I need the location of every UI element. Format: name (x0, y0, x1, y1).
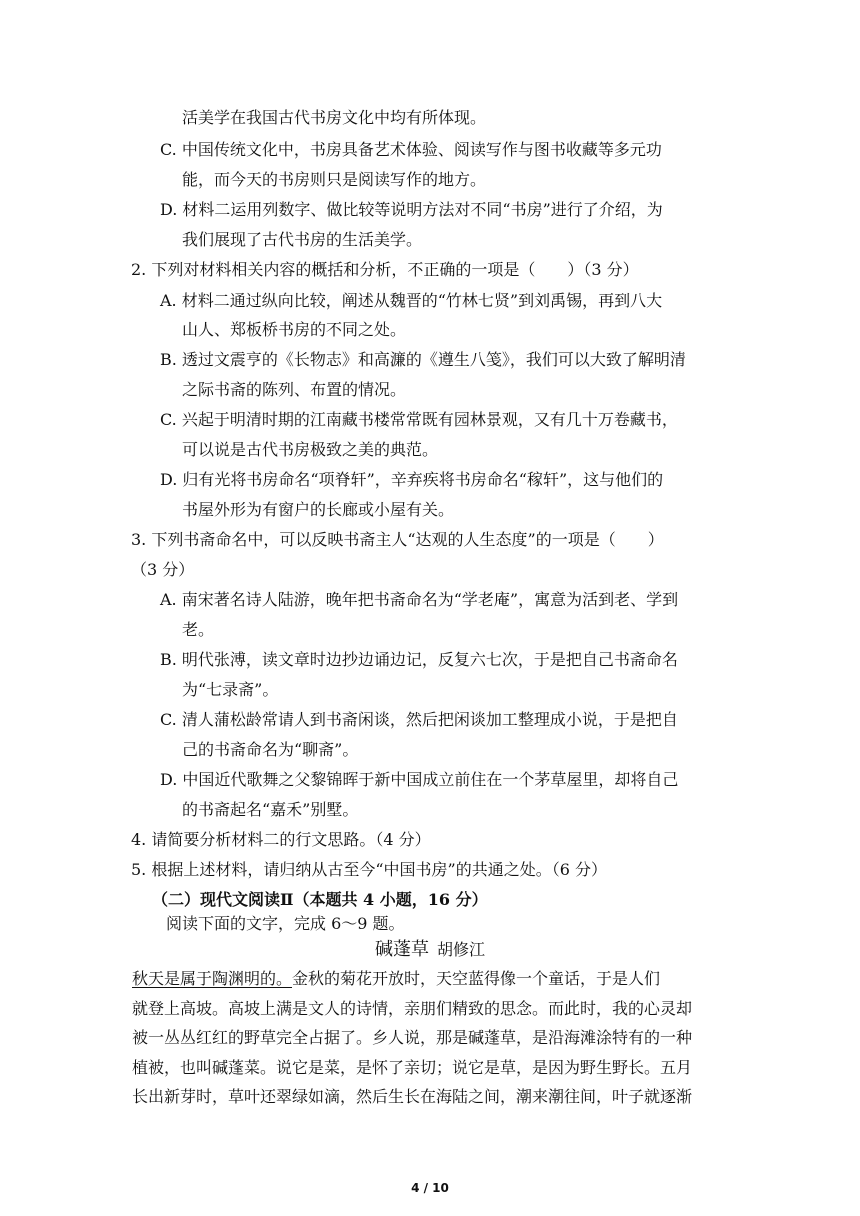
underlined-sentence: 秋天是属于陶渊明的。 (132, 969, 293, 988)
text-line: A. 材料二通过纵向比较，阐述从魏晋的“竹林七贤”到刘禹锡，再到八大 (160, 291, 663, 310)
text-line: 为“七录斋”。 (182, 680, 279, 699)
text-line: A. 南宋著名诗人陆游，晚年把书斋命名为“学老庵”，寓意为活到老、学到 (160, 590, 679, 609)
text-line: （二）现代文阅读Ⅱ（本题共 4 小题，16 分） (152, 890, 488, 909)
text-line: C. 兴起于明清时期的江南藏书楼常常既有园林景观，又有几十万卷藏书， (160, 410, 678, 429)
text-line: 的书斋起名“嘉禾”别墅。 (182, 800, 359, 819)
text-line: 活美学在我国古代书房文化中均有所体现。 (182, 108, 487, 127)
story-paragraph-line: 就登上高坡。高坡上满是文人的诗情，亲朋们精致的思念。而此时，我的心灵却 (132, 998, 693, 1018)
story-paragraph (132, 964, 732, 1112)
text-line: （3 分） (131, 560, 195, 579)
text-line: D. 中国近代歌舞之父黎锦晖于新中国成立前住在一个茅草屋里，却将自己 (160, 770, 679, 789)
story-title: 碱蓬草 (374, 939, 429, 960)
story-title-line (0, 939, 860, 961)
text-line: D. 材料二运用列数字、做比较等说明方法对不同“书房”进行了介绍，为 (160, 200, 663, 219)
text-line: 4. 请简要分析材料二的行文思路。（4 分） (131, 830, 431, 849)
text-line: B. 透过文震亨的《长物志》和高濂的《遵生八笺》，我们可以大致了解明清 (160, 350, 686, 369)
text-line: 老。 (182, 620, 215, 639)
text-line: 己的书斋命名为“聊斋”。 (182, 740, 359, 759)
text-line: 可以说是古代书房极致之美的典范。 (182, 440, 439, 459)
text-line: C. 中国传统文化中，书房具备艺术体验、阅读写作与图书收藏等多元功 (160, 140, 662, 159)
text-line: 5. 根据上述材料，请归纳从古至今“中国书房”的共通之处。（6 分） (131, 860, 607, 879)
text-line: 我们展现了古代书房的生活美学。 (182, 230, 423, 249)
story-paragraph-line: 秋天是属于陶渊明的。金秋的菊花开放时，天空蓝得像一个童话，于是人们 (132, 969, 661, 988)
text-line: 3. 下列书斋命名中，可以反映书斋主人“达观的人生态度”的一项是（ ） (131, 530, 664, 549)
story-paragraph-line: 植被，也叫碱蓬菜。说它是菜，是怀了亲切；说它是草，是因为野生野长。五月 (132, 1057, 693, 1077)
text-line: D. 归有光将书房命名“项脊轩”，辛弃疾将书房命名“稼轩”，这与他们的 (160, 470, 664, 489)
text-line: 书屋外形为有窗户的长廊或小屋有关。 (182, 500, 455, 519)
page-number: 4 / 10 (411, 1181, 449, 1195)
text-line: C. 清人蒲松龄常请人到书斋闲谈，然后把闲谈加工整理成小说，于是把自 (160, 710, 678, 729)
story-paragraph-line: 长出新芽时，草叶还翠绿如滴，然后生长在海陆之间，潮来潮往间，叶子就逐渐 (132, 1087, 693, 1107)
text-line: 山人、郑板桥书房的不同之处。 (182, 320, 407, 339)
text-line: 2. 下列对材料相关内容的概括和分析，不正确的一项是（ ）（3 分） (131, 260, 639, 279)
text-line: B. 明代张溥，读文章时边抄边诵边记，反复六七次，于是把自己书斋命名 (160, 650, 678, 669)
text-line: 之际书斋的陈列、布置的情况。 (182, 380, 407, 399)
story-paragraph-line: 被一丛丛红红的野草完全占据了。乡人说，那是碱蓬草，是沿海滩涂特有的一种 (132, 1028, 693, 1048)
text-line: 阅读下面的文字，完成 6～9 题。 (166, 914, 405, 933)
story-author: 胡修江 (436, 940, 485, 959)
text-line: 能，而今天的书房则只是阅读写作的地方。 (182, 170, 487, 189)
